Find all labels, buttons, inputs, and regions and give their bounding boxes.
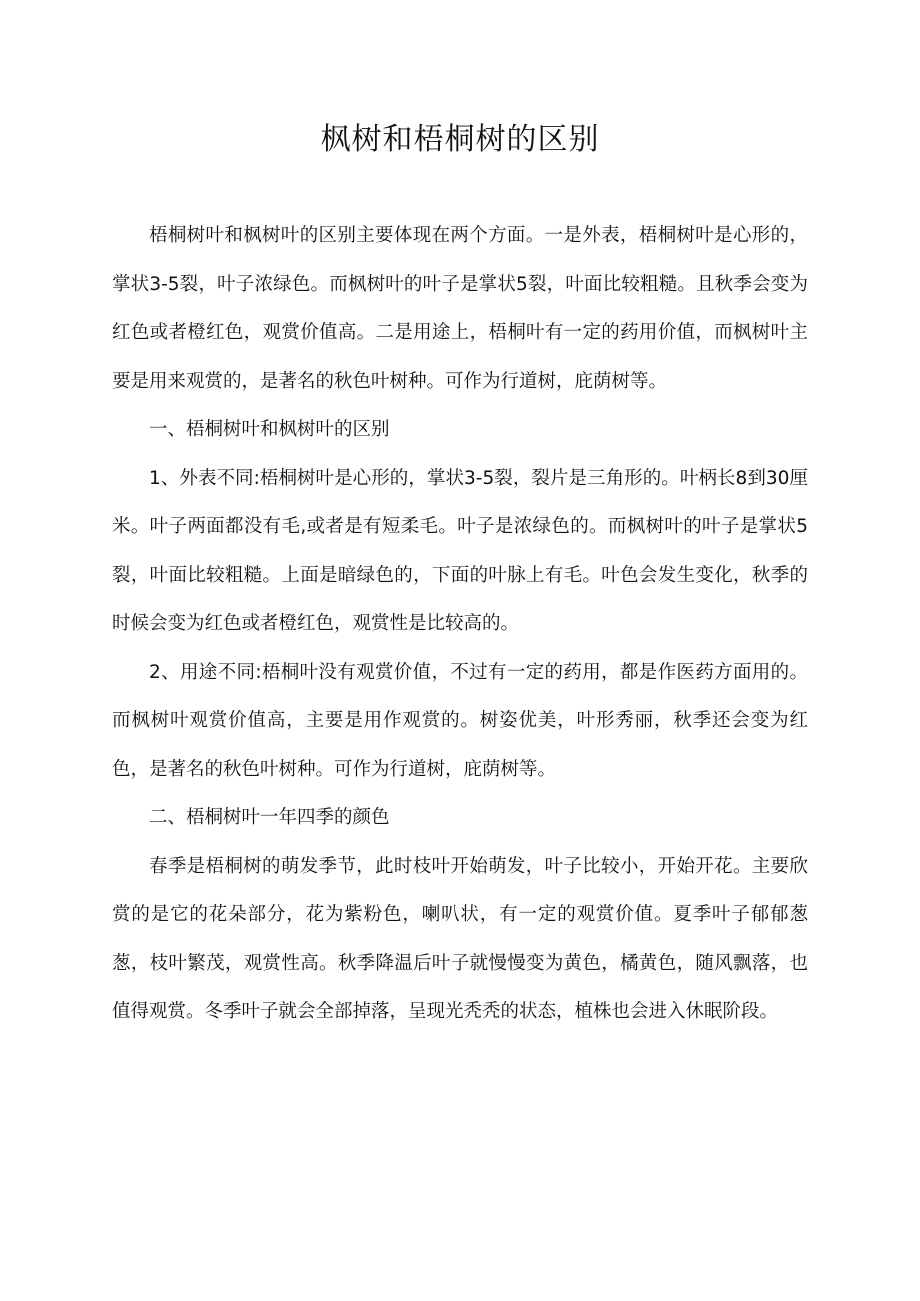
paragraph-seasons: 春季是梧桐树的萌发季节，此时枝叶开始萌发，叶子比较小，开始开花。主要欣赏的是它的花朵部分，花为紫粉色，喇叭状，有一定的观赏价值。夏季叶子郁郁葱葱，枝叶繁茂，观赏性高。秋季降温后叶子就慢慢变为黄色，橘黄色，随风飘落，也值得观赏。冬季叶子就会全部掉落，呈现光秃秃的状态，植株也会进入休眠阶段。	[112, 855, 808, 1022]
document-body	[112, 212, 808, 1037]
section-heading-2: 二、梧桐树叶一年四季的颜色	[149, 807, 390, 828]
section-heading-1: 一、梧桐树叶和枫树叶的区别	[149, 419, 390, 440]
document-title: 枫树和梧桐树的区别	[320, 122, 600, 157]
intro-paragraph: 梧桐树叶和枫树叶的区别主要体现在两个方面。一是外表，梧桐树叶是心形的，掌状3-5裂，叶子浓绿色。而枫树叶的叶子是掌状5裂，叶面比较粗糙。且秋季会变为红色或者橙红色，观赏价值高。二是用途上，梧桐叶有一定的药用价值，而枫树叶主要是用来观赏的，是著名的秋色叶树种。可作为行道树，庇荫树等。	[112, 225, 808, 392]
paragraph-usage: 2、用途不同:梧桐叶没有观赏价值，不过有一定的药用，都是作医药方面用的。而枫树叶观赏价值高，主要是用作观赏的。树姿优美，叶形秀丽，秋季还会变为红色，是著名的秋色叶树种。可作为行道树，庇荫树等。	[112, 661, 808, 780]
paragraph-appearance: 1、外表不同:梧桐树叶是心形的，掌状3-5裂，裂片是三角形的。叶柄长8到30厘米。叶子两面都没有毛,或者是有短柔毛。叶子是浓绿色的。而枫树叶的叶子是掌状5裂，叶面比较粗糙。上面是暗绿色的，下面的叶脉上有毛。叶色会发生变化，秋季的时候会变为红色或者橙红色，观赏性是比较高的。	[112, 467, 808, 634]
